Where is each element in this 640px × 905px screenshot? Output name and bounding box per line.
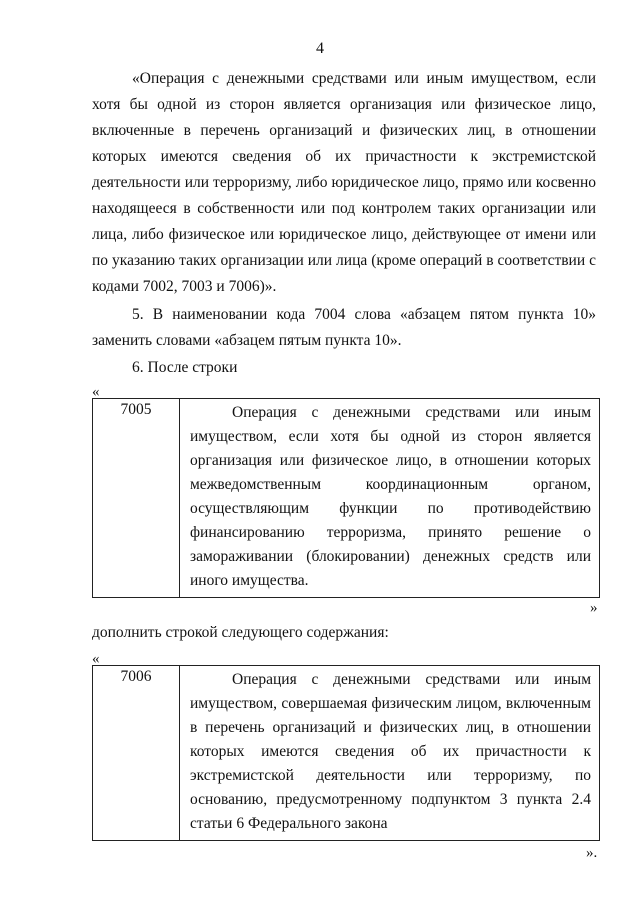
paragraph-operation-definition: «Операция с денежными средствами или иным имуществом, если хотя бы одной из сторон является организация или физическое лицо, включенные в перечень организаций и физических лиц, в отношении которых имеются сведения об их причастности к экстремистской деятельности или терроризму, либо юридическое лицо, прямо или косвенно находящееся в собственности или под контролем таких организации или лица, либо физическое или юридическое лицо, действующее от имени или по указанию таких организации или лица (кроме операций в соответствии с кодами 7002, 7003 и 7006)». (92, 70, 596, 295)
code-table-7005 (92, 398, 600, 598)
table-1-open-quote: « (92, 384, 100, 400)
table-2-close-quote: ». (586, 845, 598, 861)
paragraph-item-6: 6. После строки (132, 359, 238, 376)
code-table-7006 (92, 665, 600, 841)
page-number: 4 (316, 40, 324, 57)
description-cell: Операция с денежными средствами или иным имуществом, если хотя бы одной из сторон является организация или физическое лицо, в отношении которых межведомственным координационным органом, осуществляющим функции по противодействию финансированию терроризма, принято решение о замораживании (блокировании) денежных средств или иного имущества. (180, 399, 600, 598)
code-cell: 7006 (93, 666, 180, 841)
code-cell: 7005 (93, 399, 180, 598)
paragraph-append-line: дополнить строкой следующего содержания: (92, 624, 389, 641)
table-1-close-quote: » (590, 600, 598, 616)
table-row (93, 666, 600, 841)
description-cell: Операция с денежными средствами или иным имуществом, совершаемая физическим лицом, включенным в перечень организаций и физических лиц, в отношении которых имеются сведения об их причастности к экстремистской деятельности или терроризму, по основанию, предусмотренному подпунктом 3 пункта 2.4 статьи 6 Федерального закона (180, 666, 600, 841)
table-2-open-quote: « (92, 651, 100, 667)
paragraph-item-5: 5. В наименовании кода 7004 слова «абзацем пятом пункта 10» заменить словами «абзацем пятым пункта 10». (92, 306, 596, 349)
table-row (93, 399, 600, 598)
